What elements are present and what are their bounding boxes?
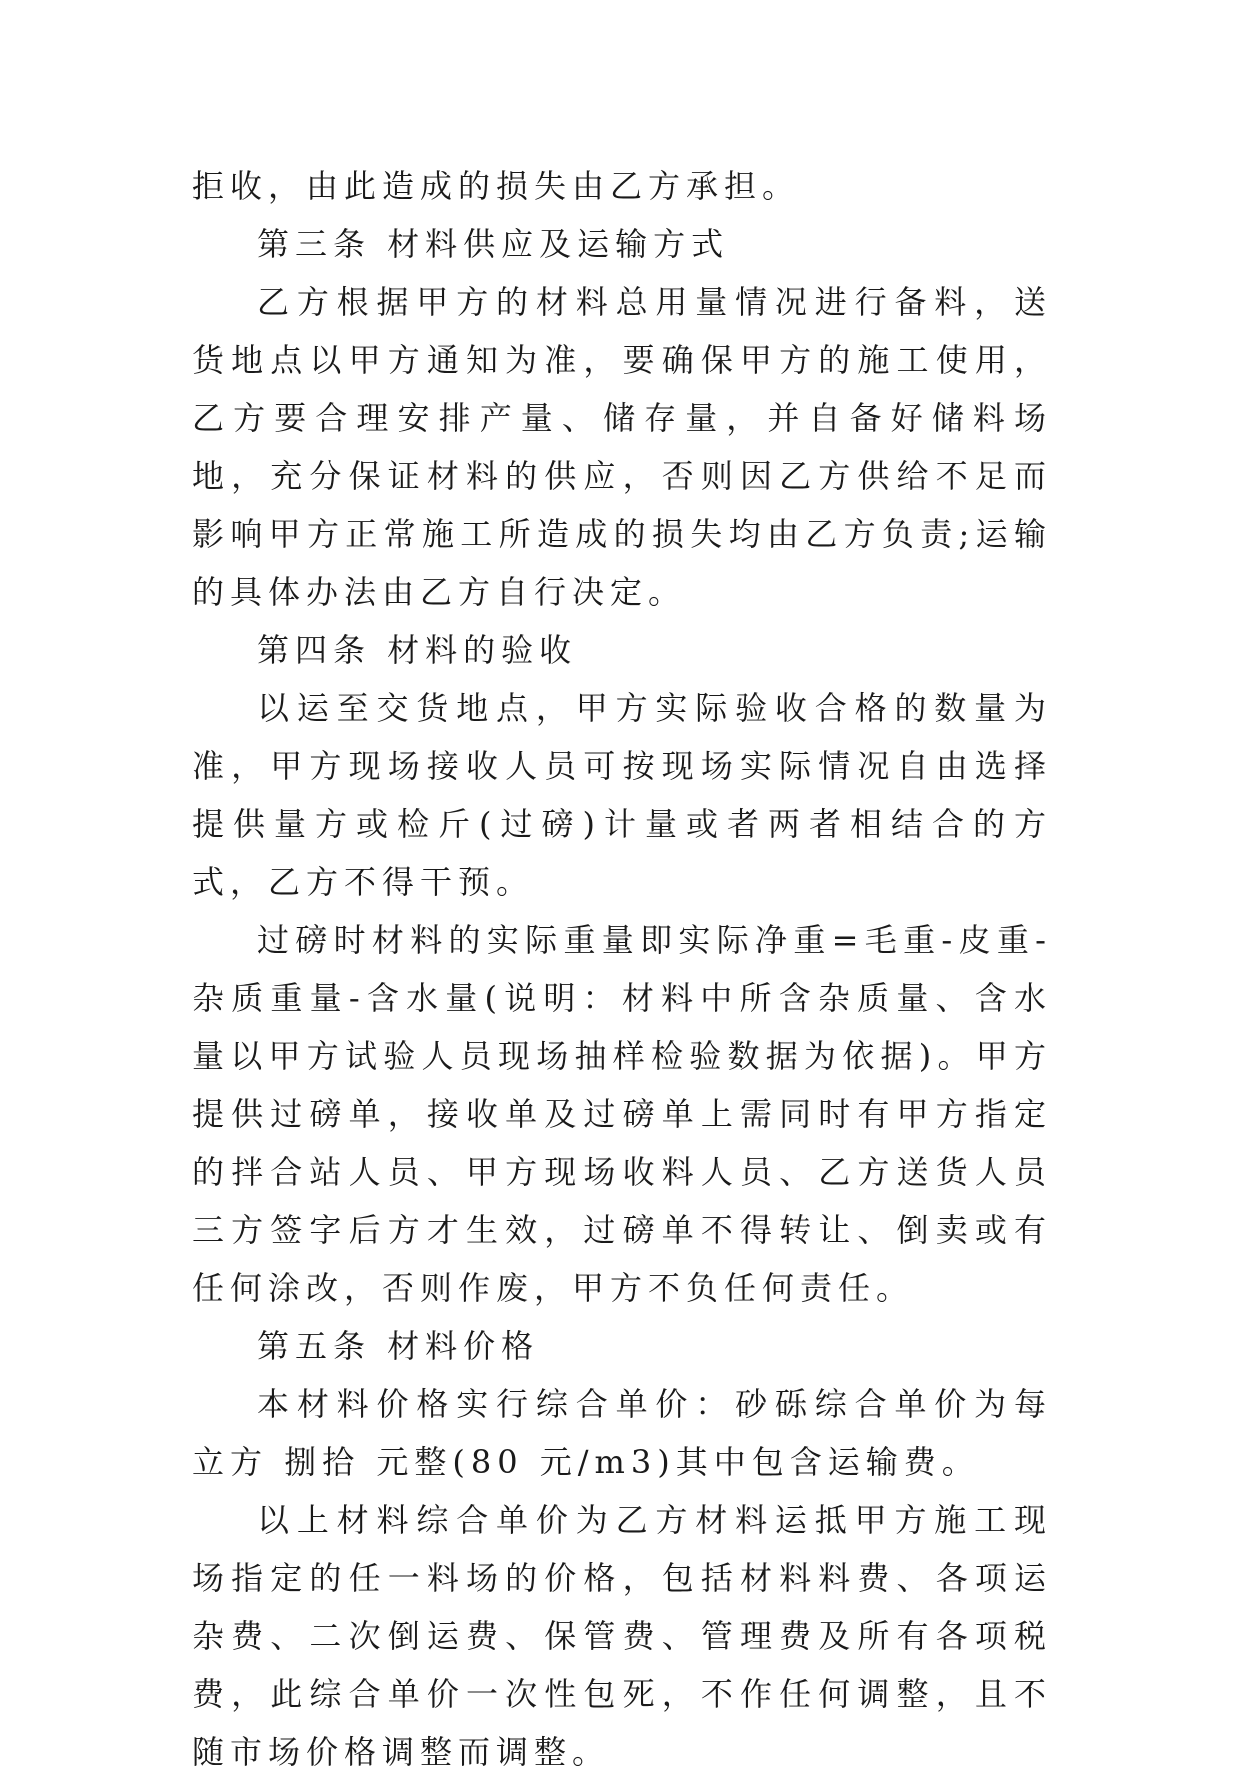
article-3-paragraph: 乙方根据甲方的材料总用量情况进行备料，送货地点以甲方通知为准，要确保甲方的施工使用，乙方要合理安排产量、储存量，并自备好储料场地，充分保证材料的供应，否则因乙方供给不足而影响甲方正常施工所造成的损失均由乙方负责;运输的具体办法由乙方自行决定。	[192, 283, 1052, 611]
article-3-heading: 第三条 材料供应及运输方式	[257, 225, 730, 263]
paragraph-rejection: 拒收，由此造成的损失由乙方承担。	[192, 167, 801, 205]
article-5-paragraph-2: 以上材料综合单价为乙方材料运抵甲方施工现场指定的任一料场的价格，包括材料料费、各项运杂费、二次倒运费、保管费、管理费及所有各项税费，此综合单价一次性包死，不作任何调整，且不随市场价格调整而调整。	[192, 1501, 1052, 1771]
article-5-paragraph-1: 本材料价格实行综合单价：砂砾综合单价为每立方 捌拾 元整(80 元/m3)其中包含运输费。	[192, 1385, 1052, 1481]
document-body	[192, 157, 1052, 1781]
article-4-paragraph-2: 过磅时材料的实际重量即实际净重=毛重-皮重-杂质重量-含水量(说明：材料中所含杂质量、含水量以甲方试验人员现场抽样检验数据为依据)。甲方提供过磅单，接收单及过磅单上需同时有甲方指定的拌合站人员、甲方现场收料人员、乙方送货人员三方签字后方才生效，过磅单不得转让、倒卖或有任何涂改，否则作废，甲方不负任何责任。	[192, 921, 1052, 1307]
article-4-paragraph-1: 以运至交货地点，甲方实际验收合格的数量为准，甲方现场接收人员可按现场实际情况自由选择提供量方或检斤(过磅)计量或者两者相结合的方式，乙方不得干预。	[192, 689, 1052, 901]
article-5-heading: 第五条 材料价格	[257, 1327, 540, 1365]
article-4-heading: 第四条 材料的验收	[257, 631, 578, 669]
